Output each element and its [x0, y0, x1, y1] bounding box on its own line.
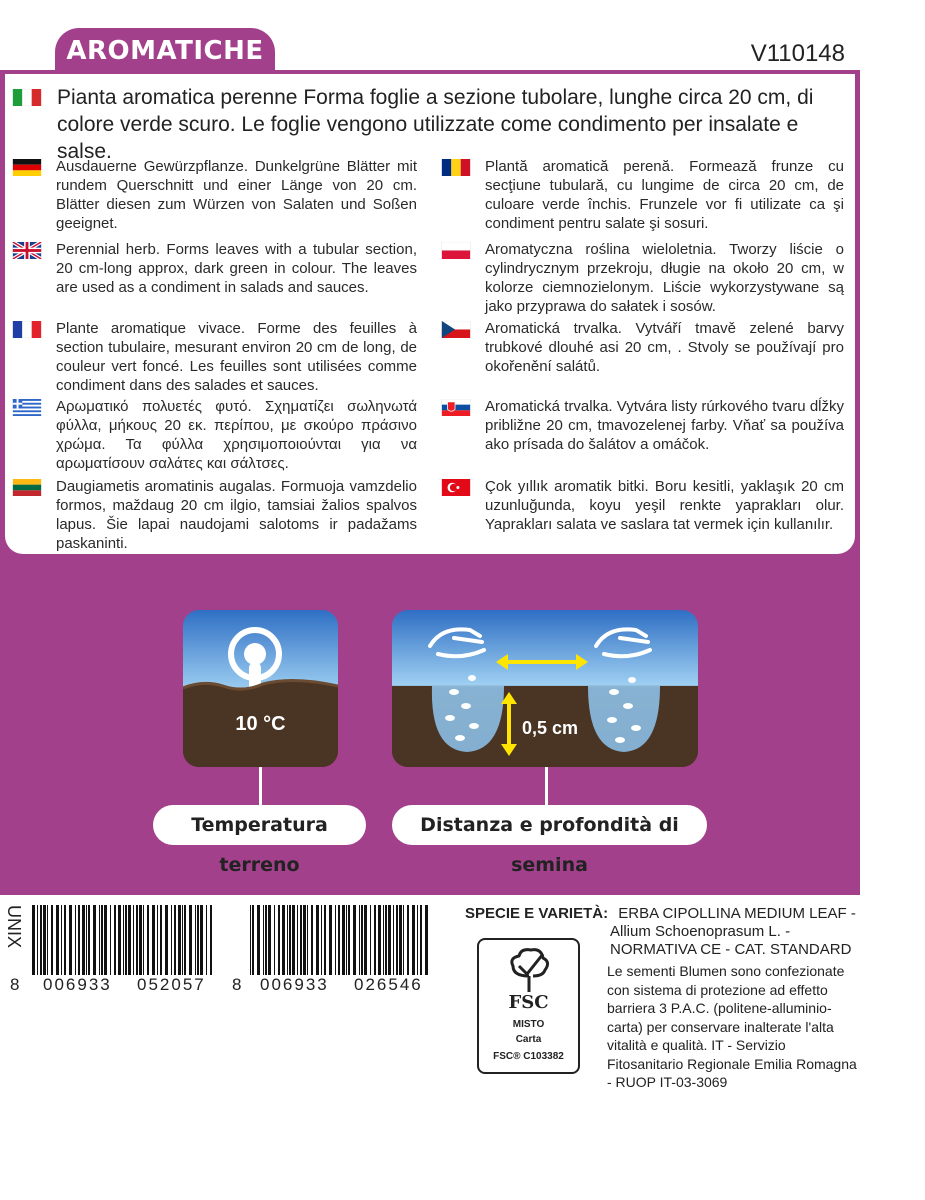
barcode-2-group-b: 026546	[354, 975, 423, 994]
species-line-2: Allium Schoenoprasum L. -	[610, 923, 791, 940]
species-line-3: NORMATIVA CE - CAT. STANDARD	[610, 941, 852, 958]
entry-sk	[441, 397, 844, 454]
sowing-diagram-icon	[392, 610, 698, 767]
fsc-logo	[477, 938, 580, 1074]
flag-lithuania-icon	[12, 479, 42, 496]
sowing-depth-value: 0,5 cm	[522, 718, 579, 738]
hand-left-icon	[430, 629, 484, 656]
flag-czech-icon	[441, 321, 471, 338]
barcode-1-bars	[32, 905, 242, 975]
entry-en-text: Perennial herb. Forms leaves with a tubular section, 20 cm-long approx, dark green in colour. The leaves are used as a condiment in salads and sauces.	[56, 241, 417, 296]
soil-temperature-card	[183, 610, 338, 767]
fsc-misto: MISTO	[512, 1019, 545, 1030]
fsc-name: FSC	[508, 992, 549, 1013]
italian-text: Pianta aromatica perenne Forma foglie a sezione tubolare, lunghe circa 20 cm, di colore verde scuro. Le foglie vengono utilizzate come condimento per insalate e salse.	[57, 86, 814, 163]
barcode-2-group-a: 006933	[260, 975, 329, 994]
tree-check-icon	[499, 946, 559, 996]
barcode-1-group-b: 052057	[137, 975, 206, 994]
italian-description	[12, 84, 847, 165]
barcode-1	[10, 905, 220, 995]
flag-italy-icon	[12, 89, 42, 106]
flag-romania-icon	[441, 159, 471, 176]
species-line-1: ERBA CIPOLLINA MEDIUM LEAF -	[618, 905, 856, 922]
product-code: V110148	[750, 40, 845, 67]
barcode-2-first-digit: 8	[232, 975, 243, 994]
flag-france-icon	[12, 321, 42, 338]
fsc-carta: Carta	[515, 1034, 542, 1045]
entry-pl-text: Aromatyczna roślina wieloletnia. Tworzy liście o cylindrycznym przekroju, długie na około 20 cm, w kolorze ciemnozielonym. Liście wykorzystywane są jako przyprawa do sałatek i sosów.	[485, 241, 844, 315]
category-label: AROMATICHE	[66, 36, 264, 66]
entry-sk-text: Aromatická trvalka. Vytvára listy rúrkového tvaru dĺžky približne 20 cm, tmavozelenej farby. Vňať sa používa ako prísada do šalátov a omáčok.	[485, 398, 844, 453]
entry-en	[12, 240, 417, 297]
barcode-2	[232, 905, 442, 995]
fsc-code: FSC® C103382	[493, 1051, 564, 1062]
flag-slovakia-icon	[441, 399, 471, 416]
entry-pl	[441, 240, 844, 316]
category-tab	[55, 28, 275, 74]
thermometer-icon	[183, 610, 338, 767]
entry-ro	[441, 157, 844, 233]
sowing-distance-card	[392, 610, 698, 767]
temperature-stem	[259, 767, 262, 810]
species-label: SPECIE E VARIETÀ:	[465, 905, 609, 922]
seeds-note: Le sementi Blumen sono confezionate con sistema di protezione ad effetto barriera 3 P.A.C. (politene-alluminio-carta) per conservare inalterate l'alta vitalità e qualità. IT - Servizio Fitosanitario Regionale Emilia Romagna - RUOP IT-03-3069	[607, 963, 857, 1090]
barcode-1-group-a: 006933	[43, 975, 112, 994]
temperature-label: Temperatura terreno	[153, 805, 366, 845]
flag-germany-icon	[12, 159, 42, 176]
entry-tr-text: Çok yıllık aromatik bitki. Boru kesitli, yaklaşık 20 cm uzunluğunda, koyu yeşil renkte yaprakları olur. Yaprakları salata ve saslara tat vermek için kullanılır.	[485, 478, 844, 533]
entry-gr-text: Αρωματικό πολυετές φυτό. Σχηματίζει σωληνωτά φύλλα, μήκους 20 εκ. περίπου, με σκούρο πράσινο χρώμα. Τα φύλλα χρησιμοποιούνται για να αρωματίσουν σαλάτες και σάλτσες.	[56, 398, 417, 472]
flag-uk-icon	[12, 242, 42, 259]
flag-greece-icon	[12, 399, 42, 416]
temperature-value: 10 °C	[235, 713, 286, 735]
entry-cz-text: Aromatická trvalka. Vytváří tmavě zelené barvy trubkové dlouhé asi 20 cm, . Stvoly se používají pro okořenění salátů.	[485, 320, 844, 375]
entry-gr	[12, 397, 417, 473]
unix-text: UNIX	[4, 905, 24, 949]
entry-de	[12, 157, 417, 233]
entry-fr	[12, 319, 417, 395]
entry-lt	[12, 477, 417, 553]
barcode-2-bars	[250, 905, 460, 975]
sowing-label: Distanza e profondità di semina	[392, 805, 707, 845]
entry-fr-text: Plante aromatique vivace. Forme des feuilles à section tubulaire, mesurant environ 20 cm de long, de couleur vert foncé. Les feuilles sont utilisées comme condiment dans des salades et sauces.	[56, 320, 417, 394]
barcode-1-first-digit: 8	[10, 975, 21, 994]
sowing-stem	[545, 767, 548, 810]
entry-ro-text: Plantă aromatică perenă. Formează frunze cu secţiune tubulară, cu lungime de circa 20 cm, de culoare verde închis. Frunzele vor fi utilizate ca şi condiment pentru salate şi sosuri.	[485, 158, 844, 232]
entry-lt-text: Daugiametis aromatinis augalas. Formuoja vamzdelio formos, maždaug 20 cm ilgio, tamsiai žalios spalvos lapus. Šie lapai naudojami salotoms ir padažams paskaninti.	[56, 478, 417, 552]
entry-cz	[441, 319, 844, 376]
entry-tr	[441, 477, 844, 534]
flag-poland-icon	[441, 242, 471, 259]
flag-turkey-icon	[441, 479, 471, 496]
entry-de-text: Ausdauerne Gewürzpflanze. Dunkelgrüne Blätter mit rundem Querschnitt und einer Länge von 20 cm. Blätter diesen zum Würzen von Salaten und Soßen geeignet.	[56, 158, 417, 232]
